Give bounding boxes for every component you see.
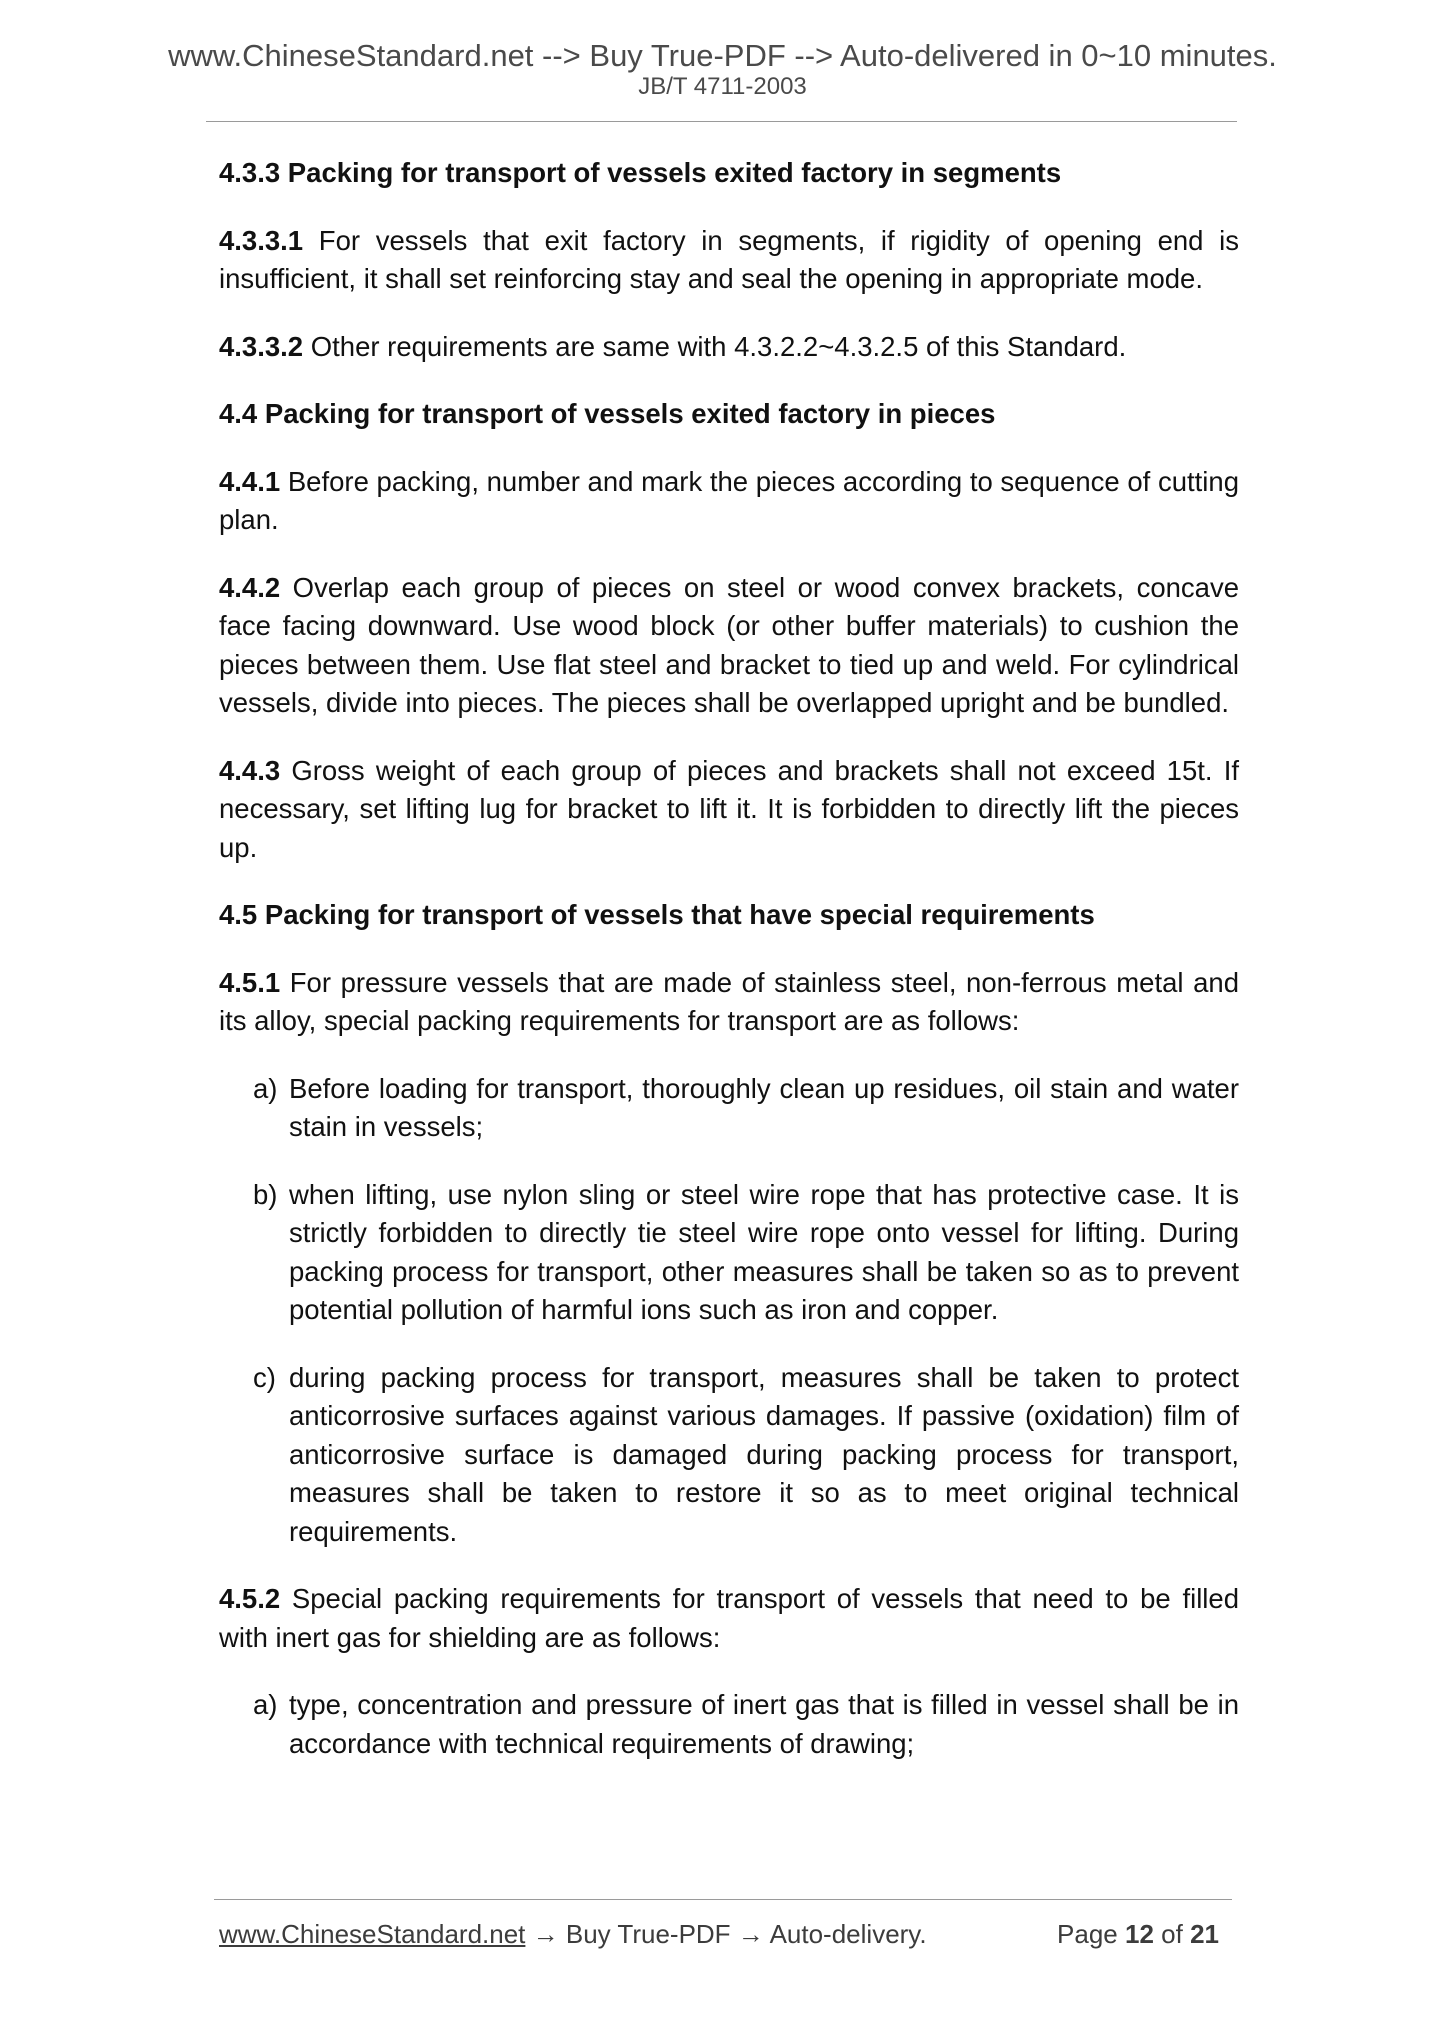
list-item-label: c) xyxy=(253,1361,276,1393)
clause-text: Gross weight of each group of pieces and brackets shall not exceed 15t. If necessary, set lifting lug for bracket to lift it. It is forbidden to directly lift the pieces up. xyxy=(219,754,1239,863)
footer-divider xyxy=(214,1899,1232,1900)
footer-tagline: → Buy True-PDF → Auto-delivery. xyxy=(525,1919,927,1949)
list-item-text: type, concentration and pressure of inert gas that is filled in vessel shall be in accordance with technical requirements of drawing; xyxy=(289,1689,1239,1759)
list-item-text: during packing process for transport, measures shall be taken to protect anticorrosive surfaces against various damages. If passive (oxidation) film of anticorrosive surface is damaged during packing process for transport, measures shall be taken to restore it so as to meet original technical requirements. xyxy=(289,1361,1239,1547)
list-item-4-5-1-a xyxy=(253,1070,1239,1147)
section-heading-4-4: 4.4 Packing for transport of vessels exited factory in pieces xyxy=(219,398,996,429)
page-word: Page xyxy=(1057,1919,1118,1949)
list-item-4-5-2-a xyxy=(253,1686,1239,1763)
list-item-label: a) xyxy=(253,1072,278,1104)
page-total: 21 xyxy=(1190,1919,1219,1949)
clause-text: For vessels that exit factory in segments, if rigidity of opening end is insufficient, it shall set reinforcing stay and seal the opening in appropriate mode. xyxy=(219,224,1239,294)
clause-4-4-3 xyxy=(219,752,1239,868)
page-indicator xyxy=(1057,1918,1219,1950)
clause-4-3-3-2 xyxy=(219,328,1239,367)
list-item-text: Before loading for transport, thoroughly clean up residues, oil stain and water stain in vessels; xyxy=(289,1072,1239,1142)
list-item-4-5-1-c xyxy=(253,1359,1239,1552)
list-item-text: when lifting, use nylon sling or steel wire rope that has protective case. It is strictly forbidden to directly tie steel wire rope onto vessel for lifting. During packing process for transport, other measures shall be taken so as to prevent potential pollution of harmful ions such as iron and copper. xyxy=(289,1178,1239,1325)
clause-4-4-1 xyxy=(219,463,1239,540)
clause-4-5-2 xyxy=(219,1580,1239,1657)
page-of: of xyxy=(1161,1919,1183,1949)
page-body xyxy=(219,154,1239,1792)
clause-text: Special packing requirements for transport of vessels that need to be filled with inert gas for shielding are as follows: xyxy=(219,1583,1239,1653)
clause-number: 4.5.1 xyxy=(219,966,281,998)
clause-number: 4.4.3 xyxy=(219,754,281,786)
list-item-label: b) xyxy=(253,1178,278,1210)
clause-number: 4.4.2 xyxy=(219,571,281,603)
clause-number: 4.5.2 xyxy=(219,1583,281,1614)
page-footer xyxy=(219,1918,1233,1950)
list-item-label: a) xyxy=(253,1689,278,1720)
list-item-4-5-1-b xyxy=(253,1176,1239,1330)
header-banner: www.ChineseStandard.net --> Buy True-PDF --> Auto-delivered in 0~10 minutes. xyxy=(168,38,1277,73)
clause-text: Before packing, number and mark the pieces according to sequence of cutting plan. xyxy=(219,465,1239,535)
footer-website-link[interactable]: www.ChineseStandard.net xyxy=(219,1919,526,1949)
clause-4-3-3-1 xyxy=(219,222,1239,299)
clause-text: Other requirements are same with 4.3.2.2~4.3.2.5 of this Standard. xyxy=(303,330,1127,362)
clause-number: 4.3.3.1 xyxy=(219,224,304,256)
clause-4-5-1 xyxy=(219,964,1239,1041)
clause-number: 4.4.1 xyxy=(219,465,281,497)
clause-4-4-2 xyxy=(219,569,1239,723)
page-current: 12 xyxy=(1125,1919,1154,1949)
clause-text: Overlap each group of pieces on steel or wood convex brackets, concave face facing downward. Use wood block (or other buffer materials) to cushion the pieces between them. Use flat steel and bracket to tied up and weld. For cylindrical vessels, divide into pieces. The pieces shall be overlapped upright and be bundled. xyxy=(219,571,1239,718)
section-heading-4-3-3: 4.3.3 Packing for transport of vessels exited factory in segments xyxy=(219,157,1062,188)
section-heading-4-5: 4.5 Packing for transport of vessels that have special requirements xyxy=(219,899,1095,930)
clause-number: 4.3.3.2 xyxy=(219,330,304,362)
header-divider xyxy=(206,121,1237,122)
clause-text: For pressure vessels that are made of stainless steel, non-ferrous metal and its alloy, special packing requirements for transport are as follows: xyxy=(219,966,1239,1036)
document-number: JB/T 4711-2003 xyxy=(638,73,807,100)
